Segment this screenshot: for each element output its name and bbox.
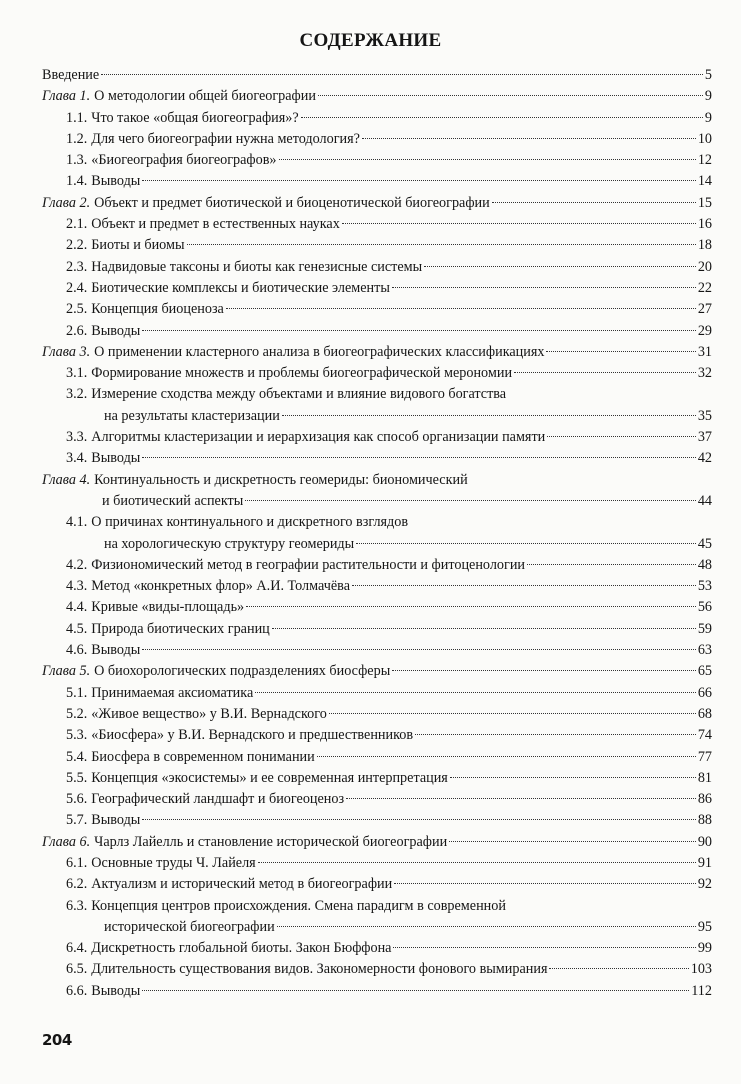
entry-title: Чарлз Лайелль и становление исторической биогеографии bbox=[94, 833, 448, 850]
entry-title: Формирование множеств и проблемы биогеографической мерономии bbox=[91, 365, 513, 382]
toc-chapter-entry bbox=[42, 662, 712, 683]
entry-title: Надвидовые таксоны и биоты как генезисные системы bbox=[91, 258, 423, 275]
page-ref: 53 bbox=[697, 578, 712, 595]
toc-entry-line bbox=[66, 428, 712, 449]
entry-title: Биосфера в современном понимании bbox=[91, 748, 315, 765]
section-number: 6.2. bbox=[66, 876, 88, 893]
entry-title: Введение bbox=[42, 67, 100, 83]
entry-title: и биотический аспекты bbox=[102, 492, 244, 509]
toc-section-entry bbox=[42, 556, 712, 577]
entry-title: О применении кластерного анализа в биогеографических классификациях bbox=[94, 343, 545, 360]
toc-section-entry bbox=[42, 172, 712, 193]
page-ref: 81 bbox=[697, 769, 712, 786]
section-number: 4.1. bbox=[66, 514, 88, 531]
section-number: 3.3. bbox=[66, 429, 88, 446]
toc-section-entry bbox=[42, 322, 712, 343]
section-number: 2.4. bbox=[66, 279, 88, 296]
entry-title: Длительность существования видов. Закономерности фонового вымирания bbox=[91, 961, 548, 978]
page-ref: 9 bbox=[704, 109, 712, 126]
dot-leader bbox=[362, 138, 696, 139]
entry-title: на хорологическую структуру геомериды bbox=[104, 535, 355, 552]
toc-chapter-entry bbox=[42, 343, 712, 364]
dot-leader bbox=[187, 244, 696, 245]
entry-title: Концепция биоценоза bbox=[91, 301, 224, 318]
dot-leader bbox=[245, 500, 696, 501]
page-ref: 48 bbox=[697, 556, 712, 573]
toc-section-entry bbox=[42, 641, 712, 662]
dot-leader bbox=[272, 628, 696, 629]
dot-leader bbox=[282, 415, 696, 416]
dot-leader bbox=[226, 308, 696, 309]
toc-entry-line bbox=[66, 300, 712, 321]
section-number: 5.3. bbox=[66, 727, 88, 744]
toc-section-entry bbox=[42, 960, 712, 981]
toc-section-entry bbox=[42, 811, 712, 832]
dot-leader bbox=[392, 670, 696, 671]
page-ref: 31 bbox=[697, 343, 712, 360]
chapter-number: Глава 6. bbox=[42, 833, 91, 850]
toc-entry-line bbox=[66, 620, 712, 641]
chapter-number: Глава 2. bbox=[42, 194, 91, 211]
page-title: СОДЕРЖАНИЕ bbox=[299, 30, 442, 51]
page-ref: 65 bbox=[697, 663, 712, 680]
entry-title: Основные труды Ч. Лайеля bbox=[91, 854, 256, 871]
entry-title: О биохорологических подразделениях биосферы bbox=[94, 663, 391, 680]
page-ref: 56 bbox=[697, 599, 712, 616]
section-number: 3.2. bbox=[66, 386, 88, 403]
dot-leader bbox=[142, 330, 695, 331]
toc-entry-line bbox=[66, 875, 712, 896]
toc-section-entry bbox=[42, 258, 712, 279]
toc-entry-line bbox=[42, 66, 712, 87]
dot-leader bbox=[246, 606, 696, 607]
dot-leader bbox=[142, 649, 695, 650]
toc-chapter-entry bbox=[42, 194, 712, 215]
dot-leader bbox=[527, 564, 696, 565]
dot-leader bbox=[142, 180, 695, 181]
page-ref: 74 bbox=[697, 727, 712, 744]
page-ref: 35 bbox=[697, 407, 712, 424]
toc-section-entry bbox=[42, 130, 712, 151]
entry-title: Для чего биогеографии нужна методология? bbox=[91, 130, 360, 147]
dot-leader bbox=[549, 968, 688, 969]
entry-title: Алгоритмы кластеризации и иерархизация как способ организации памяти bbox=[91, 429, 546, 446]
page-ref: 5 bbox=[704, 67, 712, 83]
dot-leader bbox=[101, 74, 703, 75]
toc-section-entry bbox=[42, 790, 712, 811]
page-ref: 27 bbox=[697, 301, 712, 318]
entry-title: Выводы bbox=[91, 173, 141, 190]
toc-entry-line bbox=[66, 130, 712, 151]
toc-entry-line bbox=[66, 769, 712, 790]
dot-leader bbox=[329, 713, 696, 714]
toc-chapter-entry bbox=[42, 87, 712, 108]
chapter-number: Глава 5. bbox=[42, 663, 91, 680]
dot-leader bbox=[279, 159, 696, 160]
dot-leader bbox=[392, 287, 696, 288]
page-ref: 22 bbox=[697, 279, 712, 296]
toc-entry-line bbox=[66, 535, 712, 556]
toc-chapter-entry bbox=[42, 833, 712, 854]
dot-leader bbox=[346, 798, 696, 799]
toc-entry-line bbox=[66, 748, 712, 769]
toc-section-entry bbox=[42, 705, 712, 726]
toc-entry-line bbox=[66, 939, 712, 960]
dot-leader bbox=[514, 372, 696, 373]
entry-title: Выводы bbox=[91, 642, 141, 659]
toc-section-entry bbox=[42, 428, 712, 449]
section-number: 5.2. bbox=[66, 705, 88, 722]
page-ref: 103 bbox=[690, 961, 712, 978]
toc-section-entry bbox=[42, 748, 712, 769]
page-ref: 10 bbox=[697, 130, 712, 147]
section-number: 5.1. bbox=[66, 684, 88, 701]
toc-entry-line bbox=[42, 471, 712, 492]
toc-section-entry bbox=[42, 109, 712, 130]
dot-leader bbox=[255, 692, 696, 693]
page-ref: 20 bbox=[697, 258, 712, 275]
entry-title: Объект и предмет в естественных науках bbox=[91, 216, 340, 233]
page-ref: 45 bbox=[697, 535, 712, 552]
entry-title: Континуальность и дискретность геомериды: биономический bbox=[94, 471, 468, 488]
page-ref: 88 bbox=[697, 812, 712, 829]
dot-leader bbox=[547, 436, 696, 437]
entry-title: Что такое «общая биогеография»? bbox=[91, 109, 299, 126]
section-number: 4.6. bbox=[66, 642, 88, 659]
toc-entry-line bbox=[66, 705, 712, 726]
dot-leader bbox=[301, 117, 703, 118]
toc-section-entry bbox=[42, 215, 712, 236]
toc-entry-line bbox=[66, 364, 712, 385]
dot-leader bbox=[449, 841, 696, 842]
section-number: 2.6. bbox=[66, 322, 88, 339]
toc-entry-line bbox=[66, 385, 712, 406]
toc-entry-line bbox=[66, 236, 712, 257]
page-ref: 59 bbox=[697, 620, 712, 637]
entry-title: «Биогеография биогеографов» bbox=[91, 152, 277, 169]
section-number: 4.3. bbox=[66, 578, 88, 595]
dot-leader bbox=[492, 202, 696, 203]
toc-section-entry bbox=[42, 577, 712, 598]
toc-entry-line bbox=[66, 556, 712, 577]
section-number: 3.4. bbox=[66, 450, 88, 467]
toc-section-entry bbox=[42, 769, 712, 790]
toc-entry-line bbox=[66, 982, 712, 1003]
entry-title: Выводы bbox=[91, 982, 141, 999]
page-ref: 29 bbox=[697, 322, 712, 339]
dot-leader bbox=[450, 777, 696, 778]
page-ref: 91 bbox=[697, 854, 712, 871]
chapter-number: Глава 3. bbox=[42, 343, 91, 360]
page-ref: 63 bbox=[697, 642, 712, 659]
page-ref: 77 bbox=[697, 748, 712, 765]
page-ref: 95 bbox=[697, 918, 712, 935]
section-number: 2.2. bbox=[66, 237, 88, 254]
entry-title: Актуализм и исторический метод в биогеографии bbox=[91, 876, 393, 893]
section-number: 1.4. bbox=[66, 173, 88, 190]
page-ref: 12 bbox=[697, 152, 712, 169]
section-number: 4.2. bbox=[66, 556, 88, 573]
toc-entry-line bbox=[66, 918, 712, 939]
toc-section-entry bbox=[42, 513, 712, 556]
toc-entry-line bbox=[66, 811, 712, 832]
toc-section-entry bbox=[42, 620, 712, 641]
entry-title: Измерение сходства между объектами и влияние видового богатства bbox=[91, 386, 507, 403]
entry-title: Концепция «экосистемы» и ее современная интерпретация bbox=[91, 769, 448, 786]
entry-title: О методологии общей биогеографии bbox=[94, 88, 316, 105]
dot-leader bbox=[142, 819, 695, 820]
toc-section-entry bbox=[42, 236, 712, 257]
toc-entry-line bbox=[66, 854, 712, 875]
chapter-number: Глава 4. bbox=[42, 471, 91, 488]
toc-entry-line bbox=[42, 194, 712, 215]
toc-entry-line bbox=[42, 662, 712, 683]
entry-title: О причинах континуального и дискретного взглядов bbox=[91, 514, 409, 531]
page-ref: 37 bbox=[697, 429, 712, 446]
toc-entry-line bbox=[66, 598, 712, 619]
toc-entry-line bbox=[42, 492, 712, 513]
chapter-number: Глава 1. bbox=[42, 88, 91, 105]
toc-section-entry bbox=[42, 854, 712, 875]
toc-entry-line bbox=[66, 449, 712, 470]
table-of-contents bbox=[42, 66, 712, 1003]
entry-title: Дискретность глобальной биоты. Закон Бюффона bbox=[91, 940, 392, 957]
page-ref: 16 bbox=[697, 216, 712, 233]
dot-leader bbox=[342, 223, 696, 224]
toc-entry-line bbox=[66, 513, 712, 534]
dot-leader bbox=[318, 95, 703, 96]
entry-title: Биотические комплексы и биотические элементы bbox=[91, 279, 390, 296]
dot-leader bbox=[317, 756, 696, 757]
section-number: 2.5. bbox=[66, 301, 88, 318]
dot-leader bbox=[258, 862, 696, 863]
toc-entry-line bbox=[66, 151, 712, 172]
entry-title: Физиономический метод в географии растительности и фитоценологии bbox=[91, 556, 526, 573]
section-number: 5.5. bbox=[66, 769, 88, 786]
toc-entry-line bbox=[66, 897, 712, 918]
toc-section-entry bbox=[42, 939, 712, 960]
toc-section-entry bbox=[42, 151, 712, 172]
entry-title: Метод «конкретных флор» А.И. Толмачёва bbox=[91, 578, 350, 595]
toc-entry-line bbox=[66, 215, 712, 236]
page-ref: 32 bbox=[697, 365, 712, 382]
section-number: 5.7. bbox=[66, 812, 88, 829]
toc-entry-line bbox=[66, 684, 712, 705]
toc-entry-line bbox=[42, 833, 712, 854]
toc-section-entry bbox=[42, 875, 712, 896]
section-number: 5.4. bbox=[66, 748, 88, 765]
toc-intro-entry bbox=[42, 66, 712, 87]
page-ref: 99 bbox=[697, 940, 712, 957]
toc-section-entry bbox=[42, 385, 712, 428]
section-number: 1.1. bbox=[66, 109, 88, 126]
page-ref: 42 bbox=[697, 450, 712, 467]
toc-entry-line bbox=[66, 258, 712, 279]
entry-title: Концепция центров происхождения. Смена парадигм в современной bbox=[91, 897, 506, 914]
toc-entry-line bbox=[66, 279, 712, 300]
entry-title: Географический ландшафт и биогеоценоз bbox=[91, 791, 345, 808]
toc-section-entry bbox=[42, 598, 712, 619]
dot-leader bbox=[393, 947, 695, 948]
toc-section-entry bbox=[42, 684, 712, 705]
toc-entry-line bbox=[42, 343, 712, 364]
toc-chapter-entry bbox=[42, 471, 712, 514]
entry-title: Объект и предмет биотической и биоценотической биогеографии bbox=[94, 194, 490, 211]
page-ref: 90 bbox=[697, 833, 712, 850]
dot-leader bbox=[356, 543, 696, 544]
section-number: 2.1. bbox=[66, 216, 88, 233]
entry-title: Принимаемая аксиоматика bbox=[91, 684, 254, 701]
dot-leader bbox=[394, 883, 696, 884]
toc-entry-line bbox=[66, 109, 712, 130]
page-ref: 9 bbox=[704, 88, 712, 105]
entry-title: исторической биогеографии bbox=[104, 918, 275, 935]
page-ref: 15 bbox=[697, 194, 712, 211]
dot-leader bbox=[352, 585, 696, 586]
section-number: 6.4. bbox=[66, 940, 88, 957]
entry-title: Выводы bbox=[91, 450, 141, 467]
entry-title: Природа биотических границ bbox=[91, 620, 270, 637]
toc-entry-line bbox=[42, 87, 712, 108]
entry-title: «Биосфера» у В.И. Вернадского и предшественников bbox=[91, 727, 414, 744]
section-number: 4.5. bbox=[66, 620, 88, 637]
page-ref: 44 bbox=[697, 492, 712, 509]
section-number: 1.2. bbox=[66, 130, 88, 147]
page-ref: 112 bbox=[691, 982, 712, 999]
toc-entry-line bbox=[66, 790, 712, 811]
entry-title: Биоты и биомы bbox=[91, 237, 185, 254]
section-number: 4.4. bbox=[66, 599, 88, 616]
section-number: 1.3. bbox=[66, 152, 88, 169]
entry-title: на результаты кластеризации bbox=[104, 407, 280, 424]
toc-section-entry bbox=[42, 982, 712, 1003]
page-ref: 66 bbox=[697, 684, 712, 701]
toc-entry-line bbox=[66, 577, 712, 598]
section-number: 6.6. bbox=[66, 982, 88, 999]
dot-leader bbox=[142, 990, 689, 991]
section-number: 5.6. bbox=[66, 791, 88, 808]
section-number: 2.3. bbox=[66, 258, 88, 275]
toc-entry-line bbox=[66, 322, 712, 343]
entry-title: Кривые «виды-площадь» bbox=[91, 599, 245, 616]
toc-section-entry bbox=[42, 300, 712, 321]
page-ref: 14 bbox=[697, 173, 712, 190]
toc-section-entry bbox=[42, 449, 712, 470]
toc-entry-line bbox=[66, 726, 712, 747]
page-ref: 68 bbox=[697, 705, 712, 722]
toc-entry-line bbox=[66, 407, 712, 428]
section-number: 6.1. bbox=[66, 854, 88, 871]
page-ref: 18 bbox=[697, 237, 712, 254]
toc-section-entry bbox=[42, 279, 712, 300]
section-number: 6.3. bbox=[66, 897, 88, 914]
toc-entry-line bbox=[66, 641, 712, 662]
toc-section-entry bbox=[42, 364, 712, 385]
dot-leader bbox=[415, 734, 696, 735]
page-number: 204 bbox=[42, 1031, 72, 1049]
toc-entry-line bbox=[66, 960, 712, 981]
dot-leader bbox=[546, 351, 695, 352]
toc-entry-line bbox=[66, 172, 712, 193]
dot-leader bbox=[142, 457, 695, 458]
entry-title: Выводы bbox=[91, 322, 141, 339]
section-number: 6.5. bbox=[66, 961, 88, 978]
dot-leader bbox=[277, 926, 696, 927]
entry-title: Выводы bbox=[91, 812, 141, 829]
page-ref: 92 bbox=[697, 876, 712, 893]
section-number: 3.1. bbox=[66, 365, 88, 382]
toc-section-entry bbox=[42, 897, 712, 940]
dot-leader bbox=[424, 266, 696, 267]
page-ref: 86 bbox=[697, 791, 712, 808]
toc-section-entry bbox=[42, 726, 712, 747]
entry-title: «Живое вещество» у В.И. Вернадского bbox=[91, 705, 327, 722]
